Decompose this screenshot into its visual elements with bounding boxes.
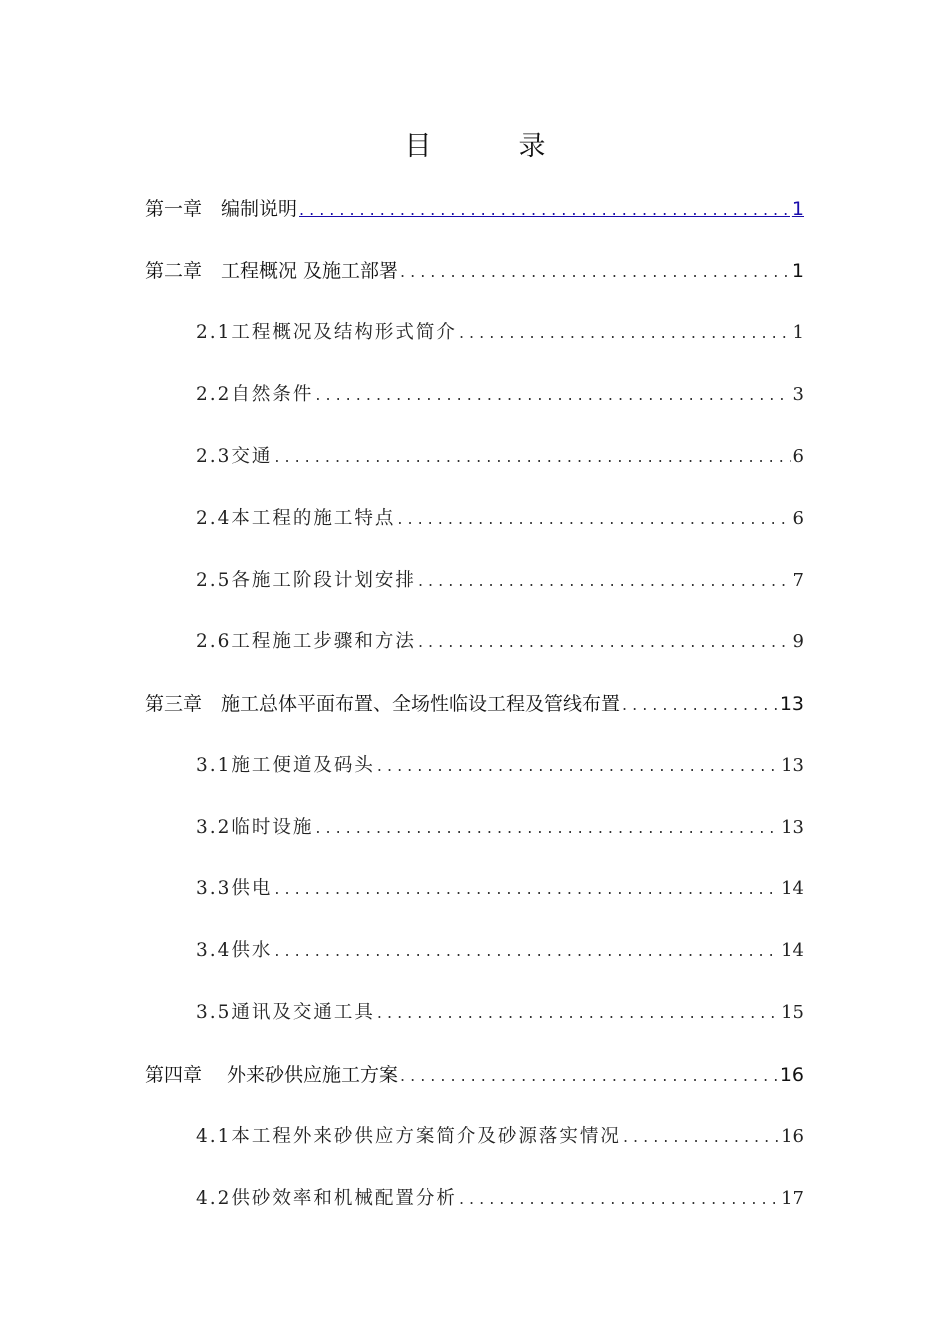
toc-entry-page-number: 16: [779, 1064, 804, 1086]
toc-entry-page-number: 1: [791, 260, 804, 282]
toc-entry-section-2-4[interactable]: [196, 504, 804, 534]
toc-entry-section-2-6[interactable]: [196, 627, 804, 657]
dot-leader: [400, 1061, 778, 1090]
toc-entry-label: 4.1本工程外来砂供应方案简介及砂源落实情况: [196, 1126, 621, 1147]
dot-leader: [459, 318, 791, 348]
toc-entry-page-number: 15: [781, 1002, 804, 1023]
toc-entry-page-number: 14: [781, 878, 804, 899]
dot-leader: [274, 874, 779, 904]
toc-entry-section-2-5[interactable]: [196, 566, 804, 596]
dot-leader: [315, 813, 779, 843]
toc-entry-label: 3.1施工便道及码头: [196, 755, 375, 776]
dot-leader: [274, 936, 779, 966]
dot-leader: [315, 380, 790, 410]
toc-entry-label: 2.1工程概况及结构形式简介: [196, 322, 457, 343]
page-title: 目 录: [404, 131, 576, 162]
toc-entry-section-2-3[interactable]: [196, 442, 804, 472]
toc-entry-chapter-2[interactable]: [145, 256, 804, 286]
dot-leader: [459, 1184, 779, 1214]
toc-entry-label: 第三章 施工总体平面布置、全场性临设工程及管线布置: [145, 693, 621, 715]
toc-entry-chapter-1[interactable]: [145, 194, 804, 224]
toc-entry-page-number: 3: [792, 384, 804, 405]
toc-entry-label: 第四章 外来砂供应施工方案: [145, 1064, 399, 1086]
dot-leader: [622, 690, 778, 719]
toc-entry-section-4-1[interactable]: [196, 1122, 804, 1152]
toc-entry-label: 3.4供水: [196, 940, 273, 961]
toc-entry-label: 3.3供电: [196, 878, 273, 899]
toc-entry-page-number: 13: [779, 693, 804, 715]
toc-entry-label: 2.5各施工阶段计划安排: [196, 570, 416, 591]
toc-entry-label: 第一章 编制说明: [145, 198, 298, 220]
toc-entry-page-number: 16: [781, 1126, 804, 1147]
toc-entry-label: 4.2供砂效率和机械配置分析: [196, 1188, 457, 1209]
toc-entry-label: 3.2临时设施: [196, 817, 314, 838]
dot-leader: [377, 751, 779, 781]
dot-leader: [377, 998, 779, 1028]
toc-entry-label: 2.4本工程的施工特点: [196, 508, 396, 529]
toc-entry-page-number: 13: [781, 817, 804, 838]
toc-entry-label: 3.5通讯及交通工具: [196, 1002, 375, 1023]
dot-leader: [397, 504, 790, 534]
toc-entry-chapter-4[interactable]: [145, 1060, 804, 1090]
toc-entry-section-3-1[interactable]: [196, 751, 804, 781]
toc-entry-label: 2.3交通: [196, 446, 273, 467]
dot-leader: [623, 1122, 779, 1152]
toc-entry-section-4-2[interactable]: [196, 1184, 804, 1214]
toc-entry-section-3-5[interactable]: [196, 998, 804, 1028]
toc-entry-page-number: 17: [781, 1188, 804, 1209]
toc-entry-label: 2.6工程施工步骤和方法: [196, 631, 416, 652]
dot-leader: [418, 627, 791, 657]
dot-leader: [299, 195, 790, 224]
toc-entry-page-number: 13: [781, 755, 804, 776]
dot-leader: [274, 442, 790, 472]
toc-entry-section-2-1[interactable]: [196, 318, 804, 348]
toc-entry-page-number: 9: [792, 631, 804, 652]
toc-entry-label: 2.2自然条件: [196, 384, 314, 405]
toc-entry-page-number: 6: [792, 508, 804, 529]
toc-entry-section-3-2[interactable]: [196, 813, 804, 843]
toc-entry-section-3-3[interactable]: [196, 874, 804, 904]
toc-entry-label: 第二章 工程概况 及施工部署: [145, 260, 399, 282]
toc-entry-section-2-2[interactable]: [196, 380, 804, 410]
toc-entry-page-number: 7: [792, 570, 804, 591]
dot-leader: [400, 257, 790, 286]
toc-entry-page-number: 14: [781, 940, 804, 961]
toc-entry-page-number: 1: [792, 322, 804, 343]
toc-entry-page-number: 1: [791, 198, 804, 220]
toc-entry-chapter-3[interactable]: [145, 689, 804, 719]
toc-entry-section-3-4[interactable]: [196, 936, 804, 966]
dot-leader: [418, 566, 791, 596]
toc-entry-page-number: 6: [792, 446, 804, 467]
